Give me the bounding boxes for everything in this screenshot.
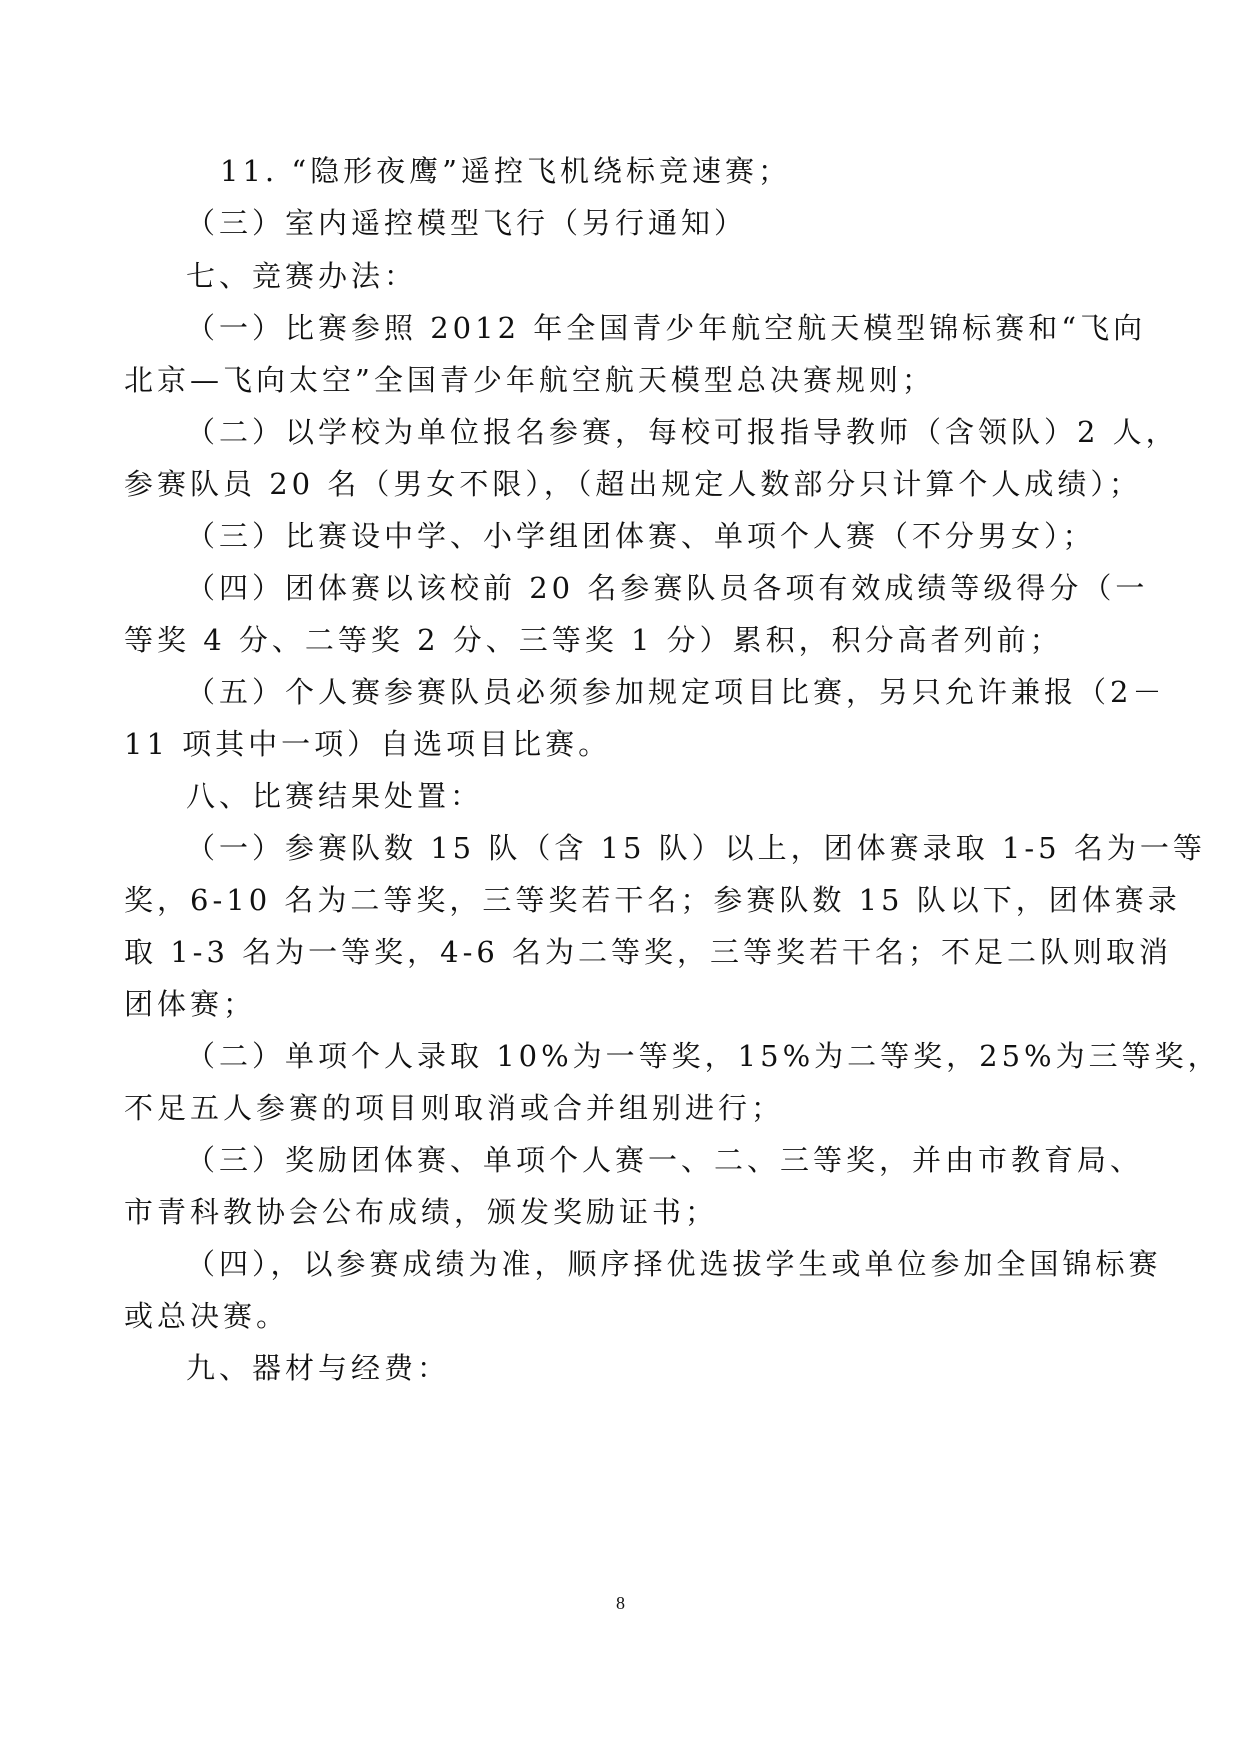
text-line: （四），以参赛成绩为准，顺序择优选拔学生或单位参加全国锦标赛: [186, 1247, 1162, 1281]
text-line: 11 项其中一项）自选项目比赛。: [124, 727, 612, 761]
text-line: （二）单项个人录取 10%为一等奖，15%为二等奖，25%为三等奖，: [186, 1039, 1221, 1073]
text-line: （一）参赛队数 15 队（含 15 队）以上，团体赛录取 1-5 名为一等: [186, 831, 1206, 865]
text-line: （三）奖励团体赛、单项个人赛一、二、三等奖，并由市教育局、: [186, 1143, 1144, 1177]
text-line: （一）比赛参照 2012 年全国青少年航空航天模型锦标赛和“飞向: [186, 311, 1147, 345]
text-line: 或总决赛。: [124, 1299, 290, 1333]
text-line: 参赛队员 20 名（男女不限），（超出规定人数部分只计算个人成绩）；: [124, 467, 1142, 501]
section-heading: 八、比赛结果处置：: [186, 779, 484, 813]
text-line: 取 1-3 名为一等奖，4-6 名为二等奖，三等奖若干名；不足二队则取消: [124, 935, 1173, 969]
text-line: （五）个人赛参赛队员必须参加规定项目比赛，另只允许兼报（2－: [186, 675, 1166, 709]
text-line: （三）比赛设中学、小学组团体赛、单项个人赛（不分男女）；: [186, 519, 1096, 553]
section-heading: 九、器材与经费：: [186, 1351, 451, 1385]
text-line: （四）团体赛以该校前 20 名参赛队员各项有效成绩等级得分（一: [186, 571, 1149, 605]
text-line: （二）以学校为单位报名参赛，每校可报指导教师（含领队）2 人，: [186, 415, 1179, 449]
page-number: 8: [616, 1593, 625, 1613]
text-line: 奖，6-10 名为二等奖，三等奖若干名；参赛队数 15 队以下，团体赛录: [124, 883, 1181, 917]
text-line: 市青科教协会公布成绩，颁发奖励证书；: [124, 1195, 719, 1229]
text-line: 不足五人参赛的项目则取消或合并组别进行；: [124, 1091, 785, 1125]
text-line: 团体赛；: [124, 987, 257, 1021]
section-heading: 七、竞赛办法：: [186, 259, 418, 293]
text-line: 等奖 4 分、二等奖 2 分、三等奖 1 分）累积，积分高者列前；: [124, 623, 1063, 657]
text-line: 北京—飞向太空”全国青少年航空航天模型总决赛规则；: [124, 363, 935, 397]
text-line: 11. “隐形夜鹰”遥控飞机绕标竞速赛；: [220, 154, 791, 188]
text-line: （三）室内遥控模型飞行（另行通知）: [186, 206, 748, 240]
